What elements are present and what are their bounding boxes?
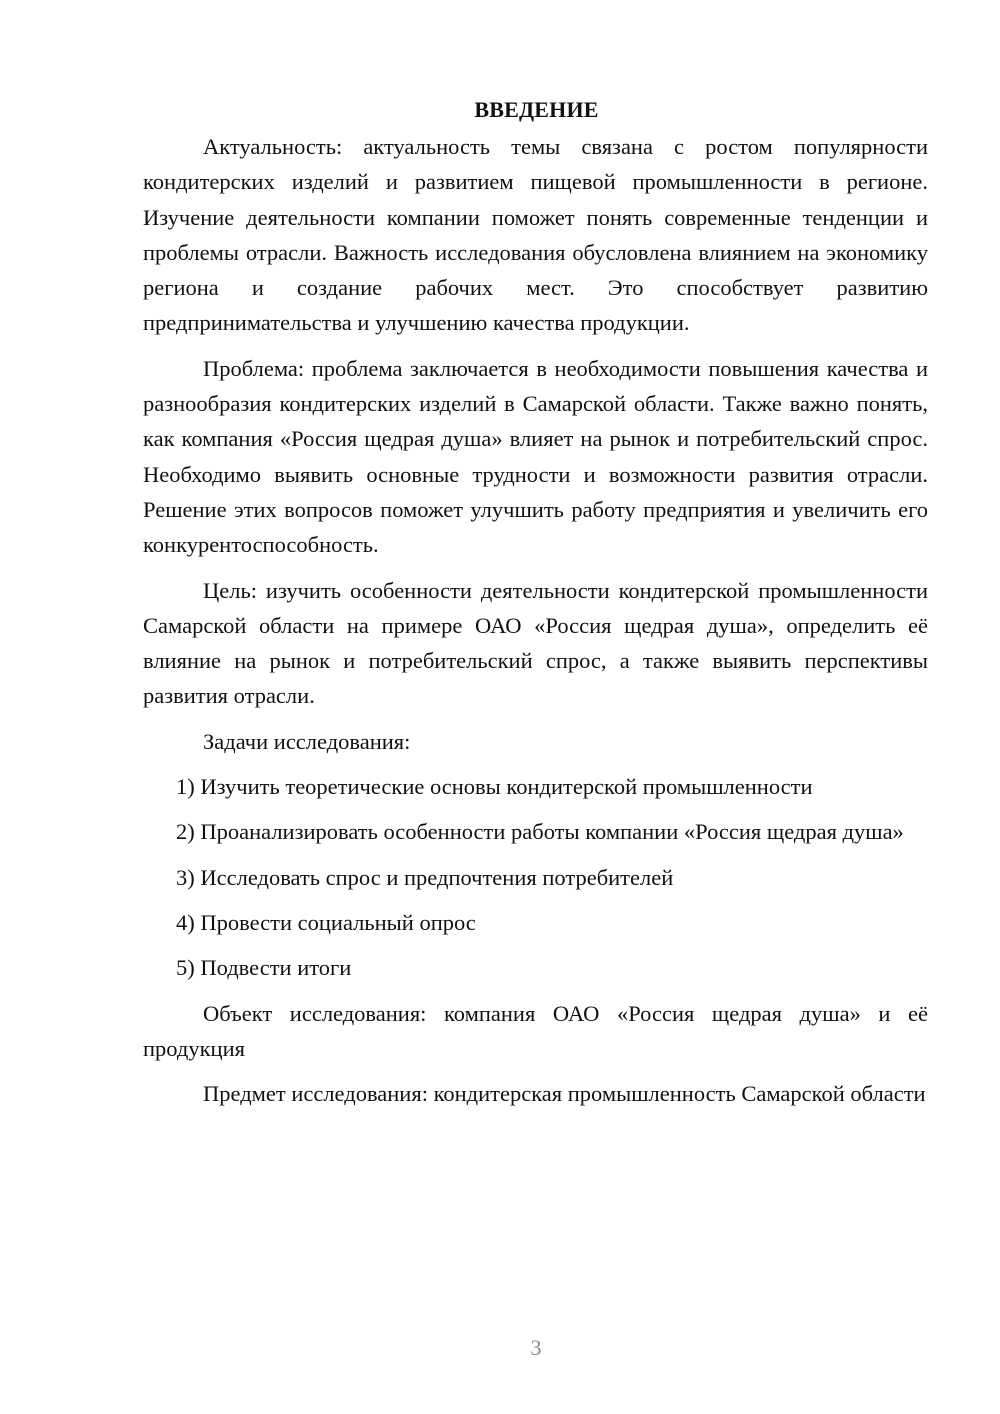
goal-paragraph: Цель: изучить особенности деятельности кондитерской промышленности Самарской области на примере ОАО «Россия щедрая душа», определить её влияние на рынок и потребительский спрос, а также выявить перспективы развития отрасли. (143, 577, 928, 709)
task-item: 2) Проанализировать особенности работы компании «Россия щедрая душа» (176, 819, 904, 845)
tasks-list (143, 769, 928, 985)
task-item: 1) Изучить теоретические основы кондитерской промышленности (176, 774, 813, 800)
document-body (143, 92, 928, 1121)
page-number: 3 (530, 1335, 542, 1360)
task-item: 5) Подвести итоги (176, 955, 352, 981)
task-item: 3) Исследовать спрос и предпочтения потребителей (176, 864, 674, 890)
subject-paragraph: Предмет исследования: кондитерская промышленность Самарской области (203, 1081, 926, 1107)
object-paragraph: Объект исследования: компания ОАО «Россия щедрая душа» и её продукция (143, 1000, 928, 1061)
problem-paragraph: Проблема: проблема заключается в необходимости повышения качества и разнообразия кондитерских изделий в Самарской области. Также важно понять, как компания «Россия щедрая душа» влияет на рынок и потребительский спрос. Необходимо выявить основные трудности и возможности развития отрасли. Решение этих вопросов поможет улучшить работу предприятия и увеличить его конкурентоспособность. (143, 355, 928, 558)
relevance-paragraph: Актуальность: актуальность темы связана с ростом популярности кондитерских изделий и развитием пищевой промышленности в регионе. Изучение деятельности компании поможет понять современные тенденции и проблемы отрасли. Важность исследования обусловлена влиянием на экономику региона и создание рабочих мест. Это способствует развитию предпринимательства и улучшению качества продукции. (143, 134, 928, 336)
section-title: ВВЕДЕНИЕ (474, 97, 599, 122)
task-item: 4) Провести социальный опрос (176, 909, 476, 935)
tasks-heading: Задачи исследования: (203, 728, 411, 754)
